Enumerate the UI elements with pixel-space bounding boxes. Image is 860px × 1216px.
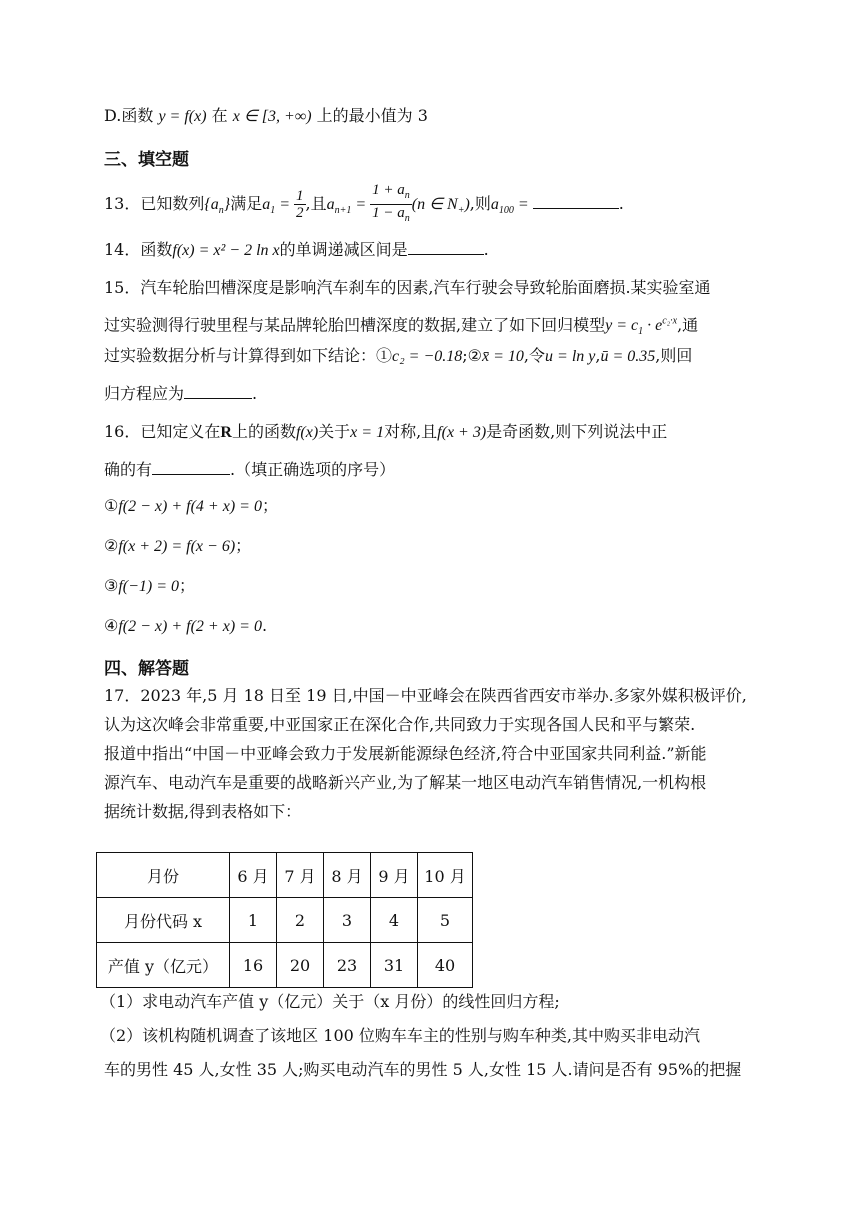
q13-number: 13． <box>104 194 141 213</box>
q16-text-5: 是奇函数,则下列说法中正 <box>486 422 668 441</box>
q16-real-set: R <box>220 424 232 441</box>
q16-option-1-end: ； <box>261 496 278 515</box>
q15-line-3-text-1: 过实验数据分析与计算得到如下结论：① <box>104 346 393 365</box>
q13-answer-blank[interactable] <box>533 190 619 209</box>
q15-line-2-text: 过实验测得行驶里程与某品牌轮胎凹槽深度的数据,建立了如下回归模型 <box>104 315 606 335</box>
q16-option-1 <box>104 494 278 519</box>
q17-line-2: 认为这次峰会非常重要,中亚国家正在深化合作,共同致力于实现各国人民和平与繁荣. <box>104 715 696 734</box>
q15-regression-model: $y = c_1 \cdot e^{c_2\cdot x}$ <box>605 316 678 338</box>
table-cell: 5 <box>418 898 473 943</box>
q13-sequence: $\{a_n\}$ <box>204 196 231 217</box>
q17-line-1: 17．2023 年,5 月 18 日至 19 日,中国－中亚峰会在陕西省西安市举办.多家外媒积极评价, <box>104 686 747 705</box>
table-cell: 2 <box>277 898 324 943</box>
table-row <box>97 898 473 943</box>
table-row <box>97 853 473 898</box>
section-heading-solutions: 四、解答题 <box>104 659 189 679</box>
question-13 <box>104 182 624 224</box>
table-cell: 8 月 <box>324 853 371 898</box>
q17-part-1: （1）求电动汽车产值 y（亿元）关于（x 月份）的线性回归方程; <box>100 992 560 1011</box>
q16-option-4-end: . <box>261 616 268 635</box>
table-cell: 10 月 <box>418 853 473 898</box>
q16-option-2 <box>104 534 251 559</box>
q13-half-fraction: $\frac{1}{2}$ <box>296 188 304 221</box>
q15-line-3 <box>104 344 692 369</box>
q16-option-3-mark: ③ <box>104 576 119 595</box>
q14-answer-blank[interactable] <box>408 236 484 255</box>
option-d-prefix: D.函数 <box>104 106 154 125</box>
q16-shifted-function: f(x + 3) <box>437 424 487 441</box>
q16-option-1-expr: f(2 − x) + f(4 + x) = 0 <box>118 498 262 515</box>
q17-line-5: 据统计数据,得到表格如下： <box>104 802 302 821</box>
q16-option-3 <box>104 574 195 599</box>
table-cell: 20 <box>277 943 324 988</box>
q16-text-1: 16．已知定义在 <box>104 422 221 441</box>
q16-option-3-expr: f(−1) = 0 <box>118 578 180 595</box>
table-cell: 6 月 <box>230 853 277 898</box>
q13-tail: . <box>618 194 624 213</box>
q16-line-2-tail: .（填正确选项的序号） <box>230 460 396 479</box>
q16-function: f(x) <box>295 424 319 441</box>
q16-option-4-expr: f(2 − x) + f(2 + x) = 0 <box>118 618 262 635</box>
table-cell: 4 <box>371 898 418 943</box>
table-cell: 3 <box>324 898 371 943</box>
q15-line-3-text-2: ;② <box>462 346 483 365</box>
q16-option-4-mark: ④ <box>104 616 119 635</box>
q15-line-4 <box>104 380 257 406</box>
table-cell: 9 月 <box>371 853 418 898</box>
q15-u-definition: u = ln y <box>545 348 596 365</box>
sales-data-table <box>96 852 473 988</box>
q16-symmetry-axis: x = 1 <box>350 424 385 441</box>
table-cell: 16 <box>230 943 277 988</box>
q13-recurrence-fraction: $\frac{1 + a_n}{1 - a_n}$ <box>372 182 410 224</box>
option-d-function: y = f(x) <box>158 108 207 125</box>
q15-line-2 <box>104 310 698 345</box>
table-row <box>97 943 473 988</box>
q15-line-3-text-4: , <box>595 346 601 365</box>
option-d-middle: 在 <box>211 106 228 125</box>
option-d-domain: x ∈ [3, +∞) <box>232 108 312 125</box>
q15-line-1: 15．汽车轮胎凹槽深度是影响汽车刹车的因素,汽车行驶会导致轮胎面磨损.某实验室通 <box>104 278 711 297</box>
table-cell: 月份 <box>97 853 230 898</box>
q15-line-4-tail: . <box>252 384 258 403</box>
q17-part-2-line-1: （2）该机构随机调查了该地区 100 位购车车主的性别与购车种类,其中购买非电动汽 <box>100 1026 700 1045</box>
table-cell: 40 <box>418 943 473 988</box>
table-cell: 31 <box>371 943 418 988</box>
q15-ubar-value: ū = 0.35 <box>600 348 656 365</box>
q15-line-3-text-5: ,则回 <box>655 346 693 365</box>
q14-text-1: 函数 <box>140 240 173 259</box>
q15-line-3-text-3: ,令 <box>523 346 546 365</box>
q15-line-2-tail: ,通 <box>677 315 699 335</box>
q14-function: f(x) = x² − 2 ln x <box>172 242 280 259</box>
q16-option-4 <box>104 614 267 639</box>
q13-a1: $a_1$ = <box>262 196 295 217</box>
q14-text-2: 的单调递减区间是 <box>279 240 408 259</box>
q13-text-4: ,则 <box>469 194 491 213</box>
q16-text-2: 上的函数 <box>231 422 296 441</box>
table-cell: 产值 y（亿元） <box>97 943 230 988</box>
q16-line-2-text: 确的有 <box>104 460 153 479</box>
q15-c2-value: c₂ = −0.18 <box>392 348 463 365</box>
section-heading-fill-in: 三、填空题 <box>104 150 189 170</box>
q15-answer-blank[interactable] <box>184 380 252 399</box>
option-d <box>104 104 428 129</box>
q14-tail: . <box>483 240 489 259</box>
q13-a100: $a_{100}$ = <box>490 196 533 217</box>
q17-line-4: 源汽车、电动汽车是重要的战略新兴产业,为了解某一地区电动汽车销售情况,一机构根 <box>104 773 707 792</box>
q16-option-2-expr: f(x + 2) = f(x − 6) <box>118 538 236 555</box>
q13-text-2: 满足 <box>230 194 263 213</box>
table-cell: 23 <box>324 943 371 988</box>
q14-number: 14． <box>104 240 141 259</box>
q17-part-2-line-2: 车的男性 45 人,女性 35 人;购买电动汽车的男性 5 人,女性 15 人.请问是否有 95%的把握 <box>104 1060 742 1079</box>
table-cell: 7 月 <box>277 853 324 898</box>
q16-line-2 <box>104 456 395 482</box>
question-14 <box>104 236 489 263</box>
q13-an1: $a_{n+1}$ = <box>326 196 371 217</box>
q16-text-3: 关于 <box>318 422 351 441</box>
q13-condition: (n ∈ $N_+$) <box>411 196 470 217</box>
q16-answer-blank[interactable] <box>152 456 230 475</box>
table-cell: 月份代码 x <box>97 898 230 943</box>
table-cell: 1 <box>230 898 277 943</box>
q16-text-4: 对称,且 <box>384 422 438 441</box>
q16-option-1-mark: ① <box>104 496 119 515</box>
q16-option-3-end: ； <box>179 576 196 595</box>
q13-text-3: ,且 <box>305 194 327 213</box>
q17-line-3: 报道中指出“中国－中亚峰会致力于发展新能源绿色经济,符合中亚国家共同利益.”新能 <box>104 744 707 763</box>
q15-xbar-value: x̄ = 10 <box>482 348 524 365</box>
q16-option-2-mark: ② <box>104 536 119 555</box>
q13-text-1: 已知数列 <box>140 194 205 213</box>
option-d-suffix: 上的最小值为 3 <box>316 106 428 125</box>
q15-line-4-text: 归方程应为 <box>104 384 185 403</box>
q16-option-2-end: ； <box>235 536 252 555</box>
q16-line-1 <box>104 420 667 445</box>
